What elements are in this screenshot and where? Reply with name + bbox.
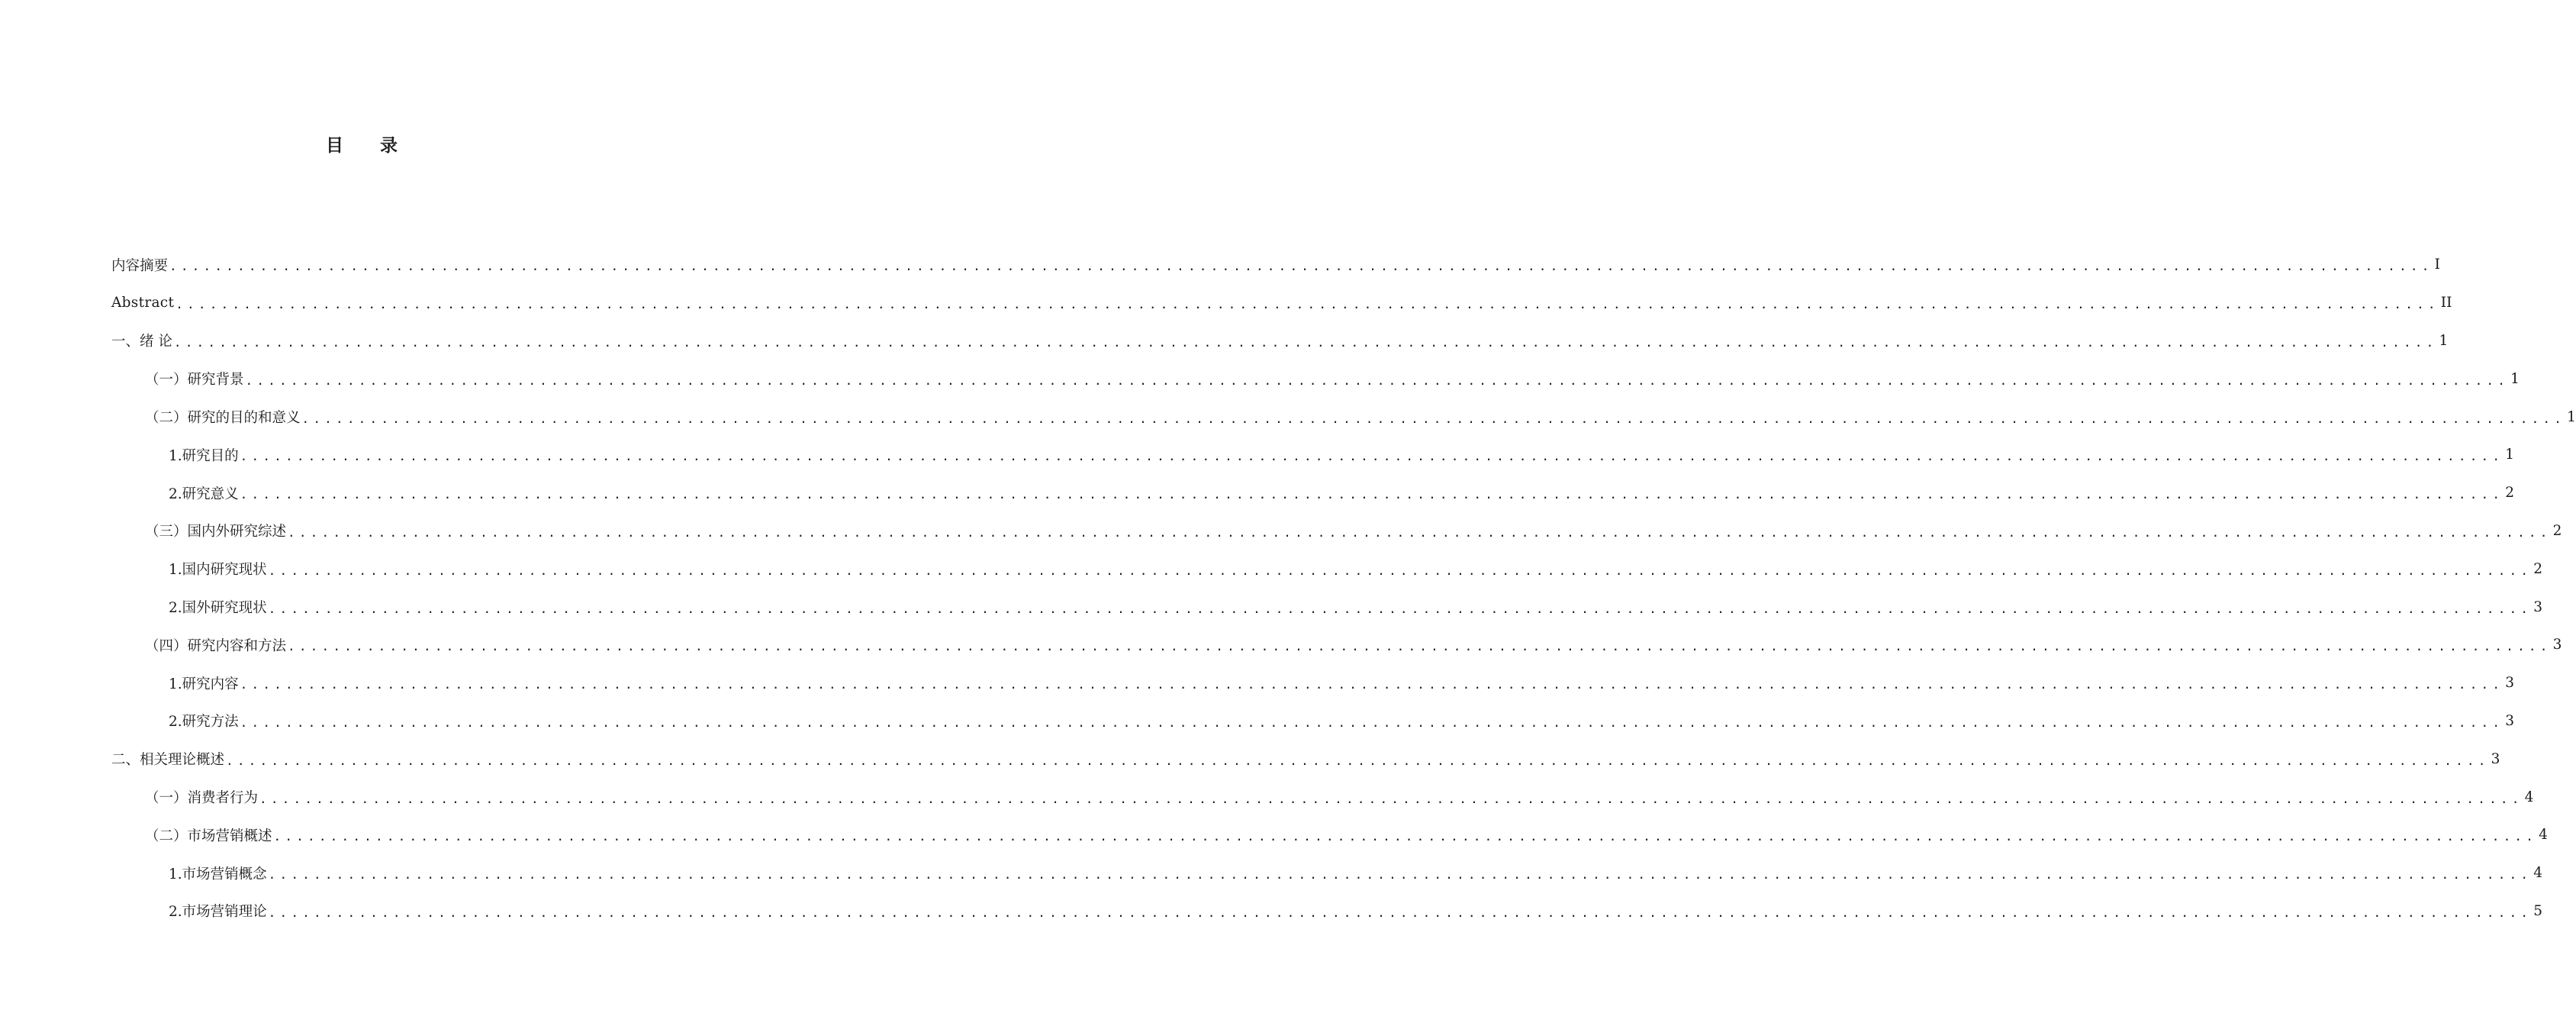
toc-entry[interactable] — [0, 512, 2562, 550]
toc-entry-title: （四）研究内容和方法 — [145, 637, 287, 654]
toc-entry-title: （一）研究背景 — [145, 372, 244, 389]
toc-entry[interactable] — [0, 398, 2576, 436]
title-char-left: 目 — [326, 136, 345, 156]
toc-entry-title: （三）国内外研究综述 — [145, 524, 287, 540]
toc-entry-title: 2.研究方法 — [169, 714, 239, 731]
toc-entry-title: 1.国内研究现状 — [169, 562, 267, 579]
dot-leader: ........................................................................................................................................................................................................ — [301, 411, 2566, 426]
toc-entry-title: 2.市场营销理论 — [169, 904, 267, 921]
toc-entry-title: 1.研究目的 — [169, 447, 239, 464]
toc-entry-title: 内容摘要 — [111, 257, 169, 274]
toc-entry-title: 1.市场营销概念 — [169, 866, 267, 882]
toc-entry[interactable] — [0, 360, 2520, 398]
toc-entry-page: 1 — [2505, 447, 2514, 463]
toc-entry-title: （二）研究的目的和意义 — [145, 410, 301, 427]
toc-entry[interactable] — [0, 854, 2542, 892]
toc-entry-title: Abstract — [111, 295, 175, 311]
toc-entry[interactable] — [0, 664, 2514, 702]
toc-entry-page: 1 — [2567, 408, 2576, 425]
dot-leader: ........................................................................................................................................................................................................ — [288, 639, 2552, 654]
toc-entry[interactable] — [0, 892, 2542, 931]
toc-entry-page: 2 — [2552, 522, 2562, 539]
toc-entry-page: 3 — [2552, 637, 2562, 653]
toc-entry[interactable] — [0, 740, 2500, 778]
toc-entry[interactable] — [0, 778, 2534, 816]
toc-entry-title: 1.研究内容 — [169, 676, 239, 692]
dot-leader: ........................................................................................................................................................................................................ — [240, 677, 2504, 692]
toc-entry-title: （一）消费者行为 — [145, 790, 259, 807]
toc-entry-page: 4 — [2539, 827, 2548, 844]
dot-leader: ........................................................................................................................................................................................................ — [268, 601, 2533, 616]
dot-leader: ........................................................................................................................................................................................................ — [273, 829, 2538, 844]
page-title — [0, 131, 725, 156]
toc-entry-title: 2.国外研究现状 — [169, 600, 267, 617]
dot-leader: ........................................................................................................................................................................................................ — [169, 259, 2433, 274]
toc-entry-page: 2 — [2533, 560, 2542, 577]
toc-entry[interactable] — [0, 436, 2514, 474]
dot-leader: ........................................................................................................................................................................................................ — [245, 373, 2510, 388]
toc-entry[interactable] — [0, 246, 2440, 284]
toc-entry[interactable] — [0, 550, 2542, 588]
dot-leader: ........................................................................................................................................................................................................ — [240, 715, 2504, 730]
toc-entry-page: 2 — [2505, 485, 2514, 502]
dot-leader: ........................................................................................................................................................................................................ — [288, 524, 2552, 540]
toc-entry[interactable] — [0, 588, 2542, 626]
toc-entry-page: 3 — [2533, 598, 2542, 615]
toc-entry-title: 二、相关理论概述 — [111, 752, 225, 769]
dot-leader: ........................................................................................................................................................................................................ — [268, 563, 2533, 578]
toc-entry-title: 2.研究意义 — [169, 486, 239, 502]
toc-entry-page: 3 — [2491, 750, 2500, 767]
dot-leader: ........................................................................................................................................................................................................ — [226, 753, 2490, 768]
title-char-right: 录 — [380, 136, 399, 156]
toc-entry[interactable] — [0, 702, 2514, 740]
toc-entry[interactable] — [0, 474, 2514, 512]
toc-entry-title: 一、绪 论 — [111, 334, 172, 350]
dot-leader: ........................................................................................................................................................................................................ — [240, 449, 2504, 464]
toc-entry-title: （二）市场营销概述 — [145, 828, 272, 844]
toc-entry-page: 4 — [2533, 865, 2542, 882]
table-of-contents — [0, 246, 2576, 930]
dot-leader: ........................................................................................................................................................................................................ — [268, 905, 2533, 920]
toc-entry[interactable] — [0, 322, 2449, 360]
toc-entry-page: 1 — [2510, 370, 2520, 387]
toc-entry-page: I — [2434, 256, 2440, 273]
toc-entry[interactable] — [0, 626, 2562, 664]
toc-entry-page: II — [2440, 295, 2452, 311]
toc-entry-page: 3 — [2505, 675, 2514, 692]
dot-leader: ........................................................................................................................................................................................................ — [173, 334, 2438, 350]
dot-leader: ........................................................................................................................................................................................................ — [240, 487, 2504, 502]
toc-entry[interactable] — [0, 284, 2452, 322]
toc-entry-page: 4 — [2524, 789, 2534, 805]
toc-entry[interactable] — [0, 816, 2548, 854]
dot-leader: ........................................................................................................................................................................................................ — [268, 867, 2533, 882]
toc-entry-page: 3 — [2505, 712, 2514, 729]
dot-leader: ........................................................................................................................................................................................................ — [259, 791, 2523, 806]
dot-leader: ........................................................................................................................................................................................................ — [175, 297, 2439, 312]
toc-entry-page: 5 — [2533, 902, 2542, 919]
toc-entry-page: 1 — [2439, 332, 2449, 349]
